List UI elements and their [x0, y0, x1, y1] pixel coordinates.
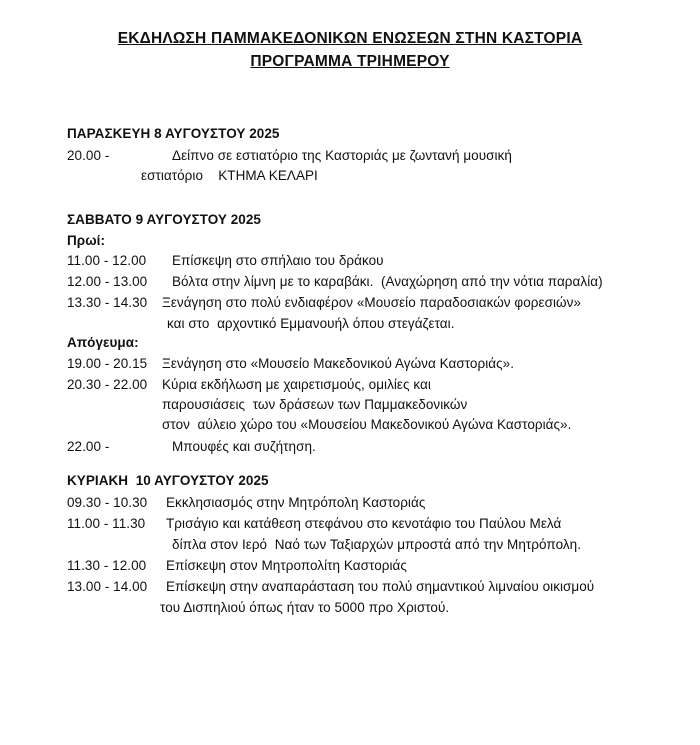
schedule-text: Ξενάγηση στο «Μουσείο Μακεδονικού Αγώνα Καστοριάς». — [162, 356, 515, 371]
schedule-time: 22.00 - — [67, 439, 110, 454]
schedule-text: Ξενάγηση στο πολύ ενδιαφέρον «Μουσείο παραδοσιακών φορεσιών» — [162, 295, 581, 310]
schedule-time: 20.00 - — [67, 148, 110, 163]
schedule-time: 20.30 - 22.00 — [67, 377, 148, 392]
schedule-text-cont: και στο αρχοντικό Εμμανουήλ όπου στεγάζεται. — [167, 316, 455, 331]
schedule-text-cont: παρουσιάσεις των δράσεων των Παμμακεδονικών — [162, 397, 468, 412]
schedule-text: Τρισάγιο και κατάθεση στεφάνου στο κενοτάφιο του Παύλου Μελά — [166, 516, 562, 531]
schedule-text-cont: του Δισπηλιού όπως ήταν το 5000 προ Χριστού. — [160, 600, 450, 615]
schedule-time: 12.00 - 13.00 — [67, 274, 148, 289]
schedule-text: Εκκλησιασμός στην Μητρόπολη Καστοριάς — [166, 495, 426, 510]
schedule-time: 13.30 - 14.30 — [67, 295, 148, 310]
schedule-time: 11.30 - 12.00 — [67, 558, 147, 573]
schedule-time: 11.00 - 11.30 — [67, 516, 146, 531]
schedule-time: 13.00 - 14.00 — [67, 579, 148, 594]
document-subtitle: ΠΡΟΓΡΑΜΜΑ ΤΡΙΗΜΕΡΟΥ — [250, 53, 450, 70]
schedule-time: 09.30 - 10.30 — [67, 495, 148, 510]
schedule-time: 19.00 - 20.15 — [67, 356, 148, 371]
day-heading-saturday: ΣΑΒΒΑΤΟ 9 ΑΥΓΟΥΣΤΟΥ 2025 — [67, 212, 261, 227]
section-label-morning: Πρωί: — [67, 233, 106, 248]
schedule-text: Δείπνο σε εστιατόριο της Καστοριάς με ζωντανή μουσική — [172, 148, 512, 163]
schedule-text: Επίσκεψη στην αναπαράσταση του πολύ σημαντικού λιμναίου οικισμού — [166, 579, 595, 594]
schedule-text-cont: εστιατόριο ΚΤΗΜΑ ΚΕΛΑΡΙ — [141, 168, 318, 183]
schedule-time: 11.00 - 12.00 — [67, 253, 147, 268]
schedule-text: Βόλτα στην λίμνη με το καραβάκι. (Αναχώρηση από την νότια παραλία) — [172, 274, 603, 289]
schedule-text: Επίσκεψη στον Μητροπολίτη Καστοριάς — [166, 558, 407, 573]
schedule-text: Μπουφές και συζήτηση. — [172, 439, 316, 454]
schedule-text-cont: δίπλα στον Ιερό Ναό των Ταξιαρχών μπροστά από την Μητρόπολη. — [172, 537, 582, 552]
section-label-afternoon: Απόγευμα: — [67, 335, 139, 350]
schedule-text: Κύρια εκδήλωση με χαιρετισμούς, ομιλίες και — [162, 377, 431, 392]
document-title: ΕΚΔΗΛΩΣΗ ΠΑΜΜΑΚΕΔΟΝΙΚΩΝ ΕΝΩΣΕΩΝ ΣΤΗΝ ΚΑΣΤΟΡΙΑ — [117, 30, 583, 47]
day-heading-friday: ΠΑΡΑΣΚΕΥΗ 8 ΑΥΓΟΥΣΤΟΥ 2025 — [67, 126, 280, 141]
day-heading-sunday: ΚΥΡΙΑΚΗ 10 ΑΥΓΟΥΣΤΟΥ 2025 — [67, 473, 269, 488]
schedule-text: Επίσκεψη στο σπήλαιο του δράκου — [172, 253, 384, 268]
schedule-text-cont: στον αύλειο χώρο του «Μουσείου Μακεδονικού Αγώνα Καστοριάς». — [162, 417, 572, 432]
